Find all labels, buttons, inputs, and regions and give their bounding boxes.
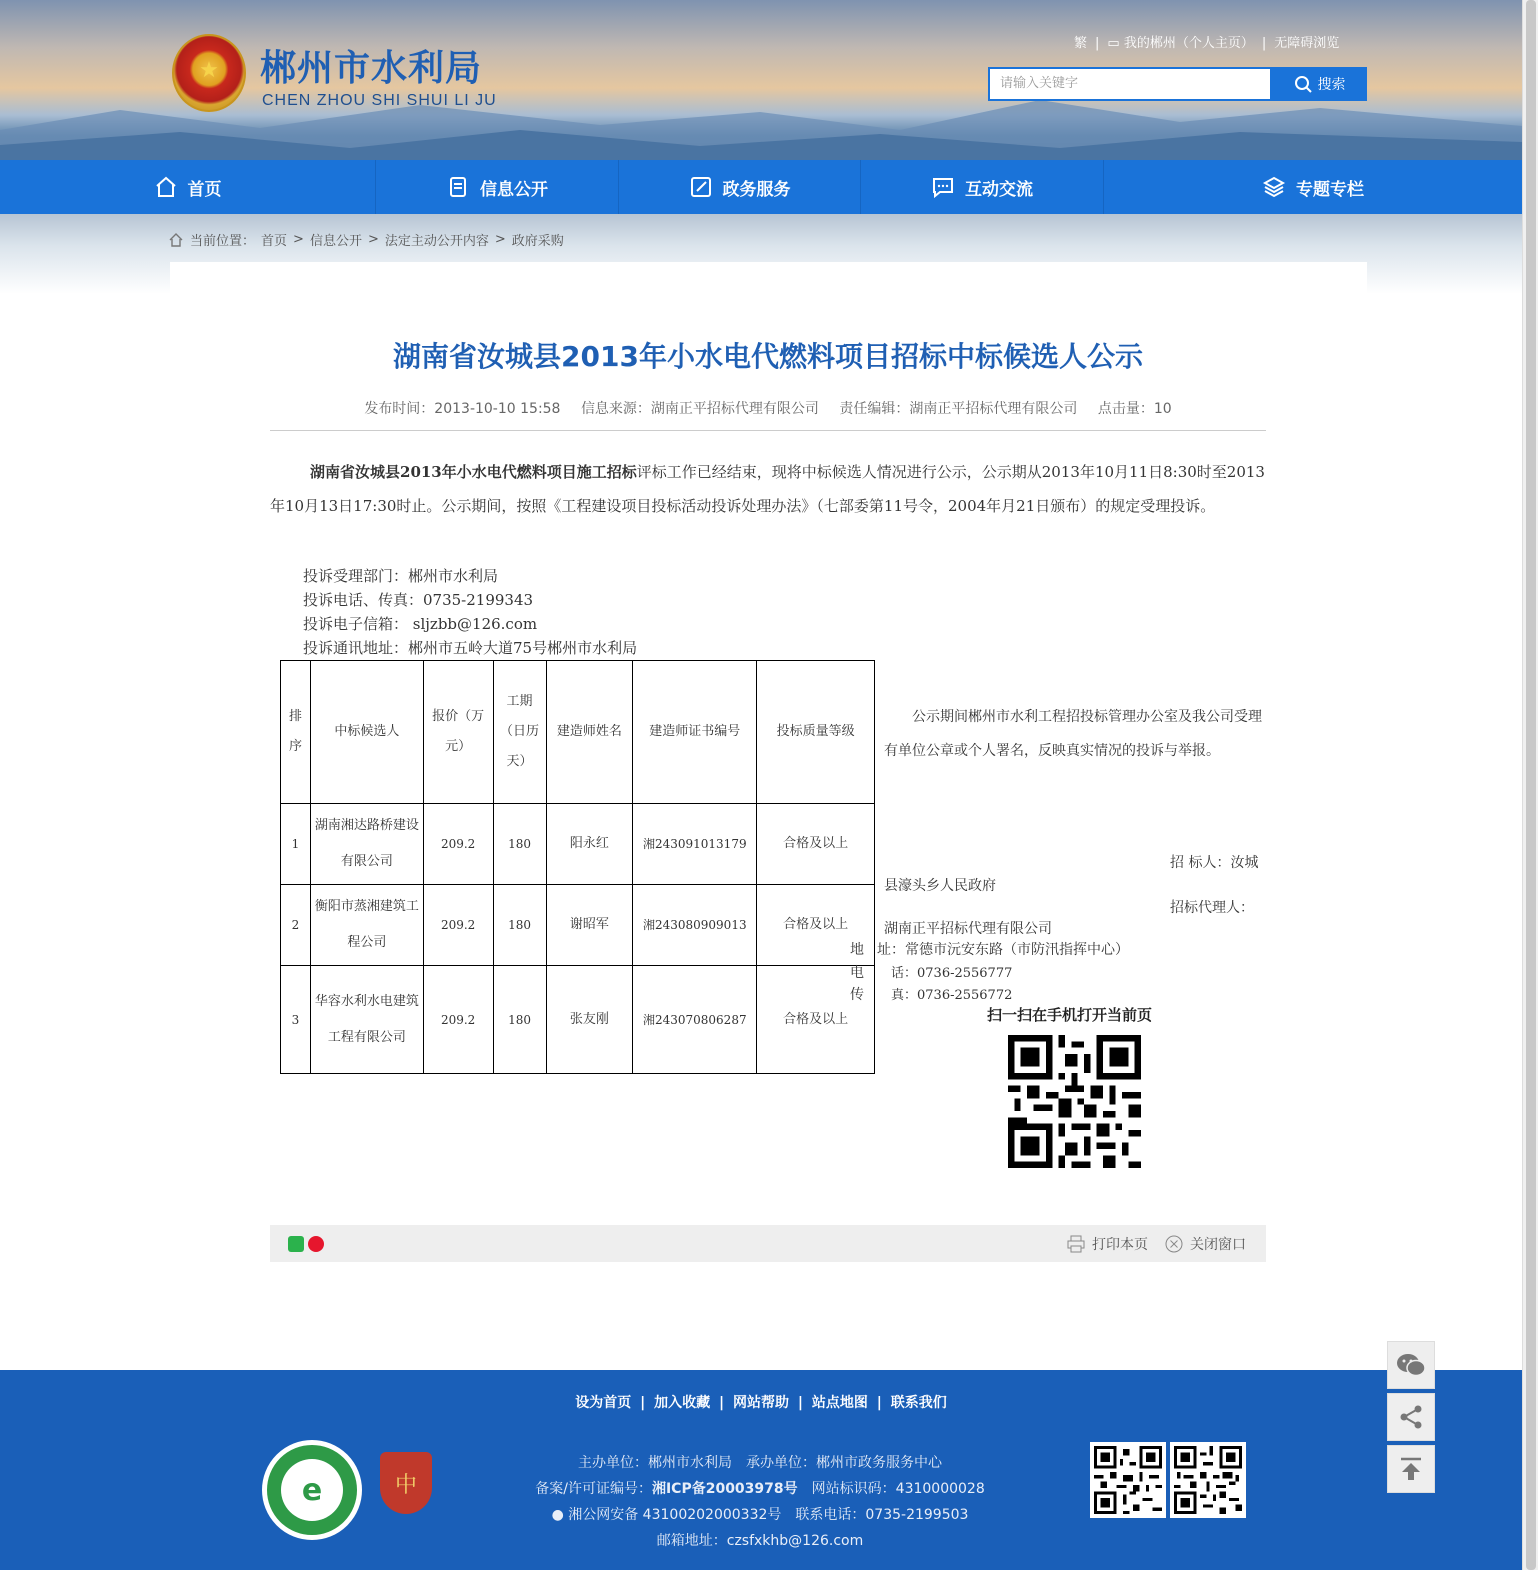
nav-special-topics-label: 专题专栏 [1296, 179, 1364, 200]
breadcrumb-prefix: 当前位置： [190, 234, 256, 249]
search-bar [988, 67, 1367, 101]
main-nav [0, 160, 1522, 214]
table-cell: 180 [493, 885, 546, 966]
table-cell: 谢昭军 [546, 885, 633, 966]
table-cell: 合格及以上 [757, 966, 875, 1074]
footer-phone: 联系电话：0735-2199503 [795, 1507, 969, 1523]
site-footer [0, 1370, 1522, 1570]
leaf-icon: e [281, 1459, 343, 1521]
table-row [281, 804, 875, 885]
document-icon [446, 175, 470, 199]
table-cell: 张友刚 [546, 966, 633, 1074]
table-header: 中标候选人 [310, 661, 423, 804]
police-row [500, 1502, 1020, 1528]
phone-label: 电 [850, 965, 864, 981]
scrollbar-thumb[interactable] [1526, 0, 1536, 1570]
breadcrumb-info-public[interactable]: 信息公开 [309, 234, 362, 249]
wechat-qr-code [1090, 1442, 1166, 1518]
table-header: 工期（日历天） [493, 661, 546, 804]
nav-interaction-label: 互动交流 [965, 179, 1033, 200]
national-emblem-icon[interactable]: ★ [172, 34, 246, 112]
table-cell: 180 [493, 804, 546, 885]
nav-home[interactable] [0, 160, 376, 214]
chat-icon [931, 175, 955, 199]
table-row [281, 966, 875, 1074]
footer-link-help[interactable]: 网站帮助 [733, 1395, 789, 1411]
print-button[interactable] [1066, 1234, 1148, 1254]
print-label: 打印本页 [1092, 1236, 1148, 1253]
table-header: 排序 [281, 661, 311, 804]
nav-interaction[interactable] [861, 160, 1104, 214]
tenderer-label: 招 标人：汝城 [1170, 855, 1259, 871]
accessibility-link[interactable]: 无障碍浏览 [1274, 36, 1340, 51]
edit-icon [689, 175, 713, 199]
share-float-button[interactable] [1387, 1393, 1435, 1441]
close-icon [1164, 1234, 1184, 1254]
article-meta [270, 398, 1266, 418]
click-count: 点击量：10 [1097, 401, 1172, 417]
table-cell: 合格及以上 [757, 804, 875, 885]
close-window-button[interactable] [1164, 1234, 1246, 1254]
nav-special-topics[interactable] [1104, 160, 1522, 214]
agent-address: 址：常德市沅安东路（市防汛指挥中心） [877, 942, 1129, 958]
table-cell: 180 [493, 966, 546, 1074]
breadcrumb-procurement[interactable]: 政府采购 [511, 234, 564, 249]
my-chenzhou-link[interactable]: 我的郴州（个人主页） [1123, 36, 1254, 51]
top-links: 繁 | ▭ 我的郴州（个人主页） | 无障碍浏览 [1074, 36, 1340, 51]
wechat-float-button[interactable] [1387, 1341, 1435, 1389]
weibo-qr-code [1170, 1442, 1246, 1518]
table-header: 投标质量等级 [757, 661, 875, 804]
nav-info-public-label: 信息公开 [480, 179, 548, 200]
back-to-top-button[interactable] [1387, 1445, 1435, 1493]
search-button[interactable] [1272, 67, 1367, 101]
table-cell: 1 [281, 804, 311, 885]
wechat-share-icon[interactable] [288, 1236, 304, 1252]
table-cell: 湘243080909013 [633, 885, 757, 966]
lead-paragraph [270, 455, 1266, 523]
table-cell: 合格及以上 [757, 885, 875, 966]
candidate-table [280, 660, 875, 1074]
nav-gov-service-label: 政务服务 [722, 179, 791, 200]
publish-time: 发布时间：2013-10-10 15:58 [364, 401, 561, 417]
complaint-address: 投诉通讯地址：郴州市五岭大道75号郴州市水利局 [303, 639, 638, 657]
tenderer-name: 县濠头乡人民政府 [884, 878, 996, 894]
table-cell: 华容水利水电建筑工程有限公司 [310, 966, 423, 1074]
layers-icon [1262, 175, 1286, 199]
table-cell: 阳永红 [546, 804, 633, 885]
agent-phone: 话：0736-2556777 [891, 966, 1013, 981]
breadcrumb-home[interactable]: 首页 [261, 234, 288, 249]
close-window-label: 关闭窗口 [1190, 1236, 1246, 1253]
footer-info [500, 1450, 1020, 1554]
complaint-contacts [303, 564, 637, 660]
nav-info-public[interactable] [376, 160, 619, 214]
table-cell: 衡阳市蒸湘建筑工程公司 [310, 885, 423, 966]
monitor-icon: ▭ [1107, 36, 1124, 51]
site-id: 网站标识码：4310000028 [811, 1481, 985, 1497]
floating-sidebar [1387, 1341, 1435, 1497]
breadcrumb-separator: > [293, 232, 304, 247]
footer-links: 设为首页 | 加入收藏 | 网站帮助 | 站点地图 | 联系我们 [575, 1395, 947, 1411]
address-label: 地 [850, 942, 864, 958]
table-cell: 209.2 [423, 804, 493, 885]
title-divider [270, 430, 1266, 431]
site-subtitle: CHEN ZHOU SHI SHUI LI JU [262, 92, 497, 109]
table-header-row [281, 661, 875, 804]
complaint-dept: 投诉受理部门：郴州市水利局 [303, 567, 499, 585]
footer-email: 邮箱地址：czsfxkhb@126.com [656, 1533, 864, 1549]
page-scrollbar[interactable] [1522, 0, 1538, 1570]
icp-label: 备案/许可证编号： [535, 1481, 652, 1497]
table-cell: 湘243070806287 [633, 966, 757, 1074]
search-input[interactable]: 请输入关键字 [988, 67, 1272, 101]
share-buttons [288, 1236, 324, 1252]
complaint-notice [884, 700, 1266, 768]
page-qr-code [1008, 1035, 1141, 1168]
table-header: 建造师姓名 [546, 661, 633, 804]
search-icon [1294, 75, 1312, 93]
arrow-up-icon [1397, 1455, 1425, 1483]
page-tools [1066, 1225, 1246, 1262]
complaint-phone: 投诉电话、传真：0735-2199343 [303, 591, 534, 609]
agent-fax: 真：0736-2556772 [891, 988, 1013, 1003]
qr-label: 扫一扫在手机打开当前页 [987, 1006, 1153, 1024]
table-cell: 209.2 [423, 966, 493, 1074]
police-badge-icon: ● [551, 1507, 564, 1523]
table-cell: 209.2 [423, 885, 493, 966]
printer-icon [1066, 1234, 1086, 1254]
footer-link-contact[interactable]: 联系我们 [890, 1395, 947, 1411]
lead-bold: 湖南省汝城县2013年小水电代燃料项目施工招标 [310, 463, 637, 481]
lead-text: 评标工作已经结束，现将中标候选人情况进行公示，公示期从2013年10月11日8:30时至2013年10月13日17:30时止。公示期间，按照《工程建设项目投标活动投诉处理办法》（七部委第11号令，2004年月21日颁布）的规定受理投诉。 [270, 463, 1265, 515]
footer-link-sitemap[interactable]: 站点地图 [811, 1395, 868, 1411]
icp-row [500, 1476, 1020, 1502]
footer-link-favorite[interactable]: 加入收藏 [654, 1395, 711, 1411]
article-toolbar [270, 1225, 1266, 1262]
notice-text: 公示期间郴州市水利工程招投标管理办公室及我公司受理有单位公章或个人署名，反映真实情况的投诉与举报。 [884, 709, 1262, 759]
share-icon [1397, 1403, 1425, 1431]
table-cell: 湘243091013179 [633, 804, 757, 885]
breadcrumb-statutory[interactable]: 法定主动公开内容 [384, 234, 489, 249]
breadcrumb-separator: > [494, 232, 506, 247]
article-title: 湖南省汝城县2013年小水电代燃料项目招标中标候选人公示 [393, 340, 1143, 373]
civilized-website-badge[interactable] [262, 1440, 362, 1540]
weibo-share-icon[interactable] [308, 1236, 324, 1252]
fax-label: 传 [850, 987, 864, 1003]
home-icon [154, 175, 178, 199]
article-body [270, 455, 1266, 523]
breadcrumb [168, 230, 564, 249]
responsible-editor: 责任编辑：湖南正平招标代理有限公司 [839, 401, 1078, 417]
table-cell: 3 [281, 966, 311, 1074]
agent-label: 招标代理人： [1170, 900, 1254, 916]
table-row [281, 885, 875, 966]
agent-name: 湖南正平招标代理有限公司 [884, 921, 1052, 937]
search-button-label: 搜索 [1317, 77, 1346, 93]
party-emblem-icon: 中 [394, 1472, 417, 1498]
icp-link[interactable]: 湘ICP备20003978号 [651, 1481, 798, 1497]
police-record[interactable]: 湘公网安备 43100202000332号 [568, 1507, 782, 1523]
footer-link-homepage[interactable]: 设为首页 [575, 1395, 632, 1411]
table-cell: 湖南湘达路桥建设有限公司 [310, 804, 423, 885]
breadcrumb-separator: > [367, 232, 379, 247]
host-info: 主办单位：郴州市水利局 承办单位：郴州市政务服务中心 [578, 1455, 942, 1471]
nav-home-label: 首页 [187, 179, 222, 200]
table-cell: 2 [281, 885, 311, 966]
info-source: 信息来源：湖南正平招标代理有限公司 [580, 401, 819, 417]
traditional-chinese-link[interactable]: 繁 [1074, 36, 1088, 51]
home-small-icon [168, 232, 184, 248]
table-header: 报价（万元） [423, 661, 493, 804]
complaint-email: 投诉电子信箱： sljzbb@126.com [303, 615, 538, 633]
party-gov-badge[interactable] [380, 1452, 432, 1514]
site-header [0, 0, 1522, 160]
site-title[interactable]: 郴州市水利局 [260, 48, 483, 89]
wechat-icon [1396, 1352, 1426, 1378]
nav-gov-service[interactable] [619, 160, 861, 214]
table-header: 建造师证书编号 [633, 661, 757, 804]
